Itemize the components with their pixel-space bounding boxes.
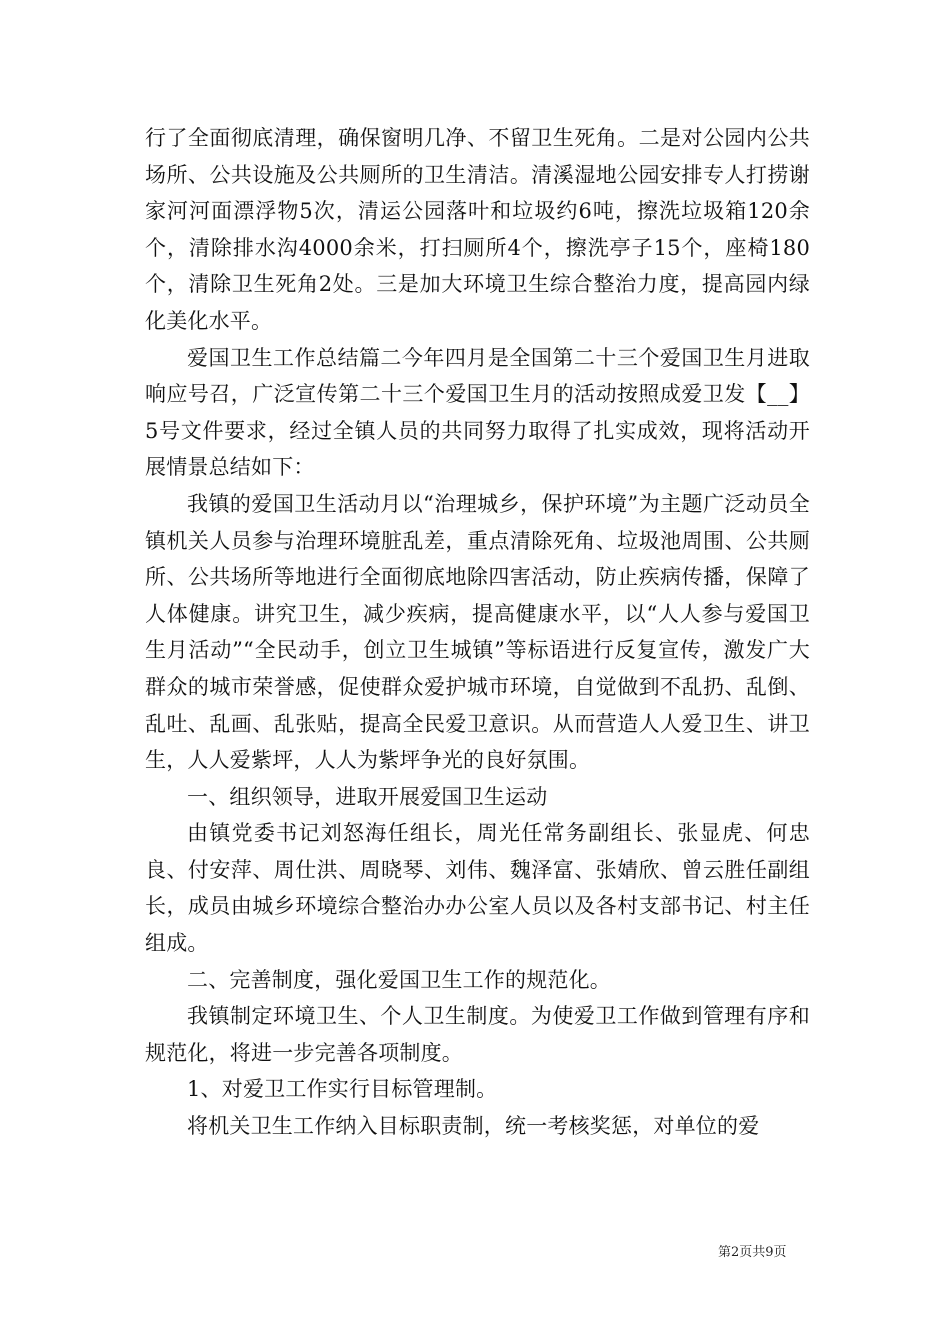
- document-body: [145, 120, 810, 1145]
- paragraph-9: 将机关卫生工作纳入目标职责制，统一考核奖惩，对单位的爱: [187, 1114, 760, 1139]
- section-heading-2: 二、完善制度，强化爱国卫生工作的规范化。: [187, 967, 611, 992]
- paragraph-7: 我镇制定环境卫生、个人卫生制度。为使爱卫工作做到管理有序和规范化，将进一步完善各项制度。: [145, 1004, 810, 1065]
- paragraph-1: 行了全面彻底清理，确保窗明几净、不留卫生死角。二是对公园内公共场所、公共设施及公共厕所的卫生清洁。清溪湿地公园安排专人打捞谢家河河面漂浮物5次，清运公园落叶和垃圾约6吨，擦洗垃圾箱120余个，清除排水沟4000余米，打扫厕所4个，擦洗亭子15个，座椅180个，清除卫生死角2处。三是加大环境卫生综合整治力度，提高园内绿化美化水平。: [145, 126, 810, 333]
- paragraph-2: 爱国卫生工作总结篇二今年四月是全国第二十三个爱国卫生月进取响应号召，广泛宣传第二十三个爱国卫生月的活动按照成爱卫发【__】5号文件要求，经过全镇人员的共同努力取得了扎实成效，现将活动开展情景总结如下：: [145, 345, 810, 480]
- paragraph-5: 由镇党委书记刘怒海任组长，周光任常务副组长、张显虎、何忠良、付安萍、周仕洪、周晓琴、刘伟、魏泽富、张婧欣、曾云胜任副组长，成员由城乡环境综合整治办办公室人员以及各村支部书记、村主任组成。: [145, 821, 810, 956]
- page-number-footer: 第2页共9页: [718, 1245, 787, 1260]
- paragraph-3: 我镇的爱国卫生活动月以“治理城乡，保护环境”为主题广泛动员全镇机关人员参与治理环境脏乱差，重点清除死角、垃圾池周围、公共厕所、公共场所等地进行全面彻底地除四害活动，防止疾病传播，保障了人体健康。讲究卫生，减少疾病，提高健康水平，以“人人参与爱国卫生月活动”“全民动手，创立卫生城镇”等标语进行反复宣传，激发广大群众的城市荣誉感，促使群众爱护城市环境，自觉做到不乱扔、乱倒、乱吐、乱画、乱张贴，提高全民爱卫意识。从而营造人人爱卫生、讲卫生，人人爱紫坪，人人为紫坪争光的良好氛围。: [145, 491, 810, 773]
- section-heading-1: 一、组织领导，进取开展爱国卫生运动: [187, 784, 548, 809]
- list-item-1: 1、对爱卫工作实行目标管理制。: [187, 1077, 498, 1102]
